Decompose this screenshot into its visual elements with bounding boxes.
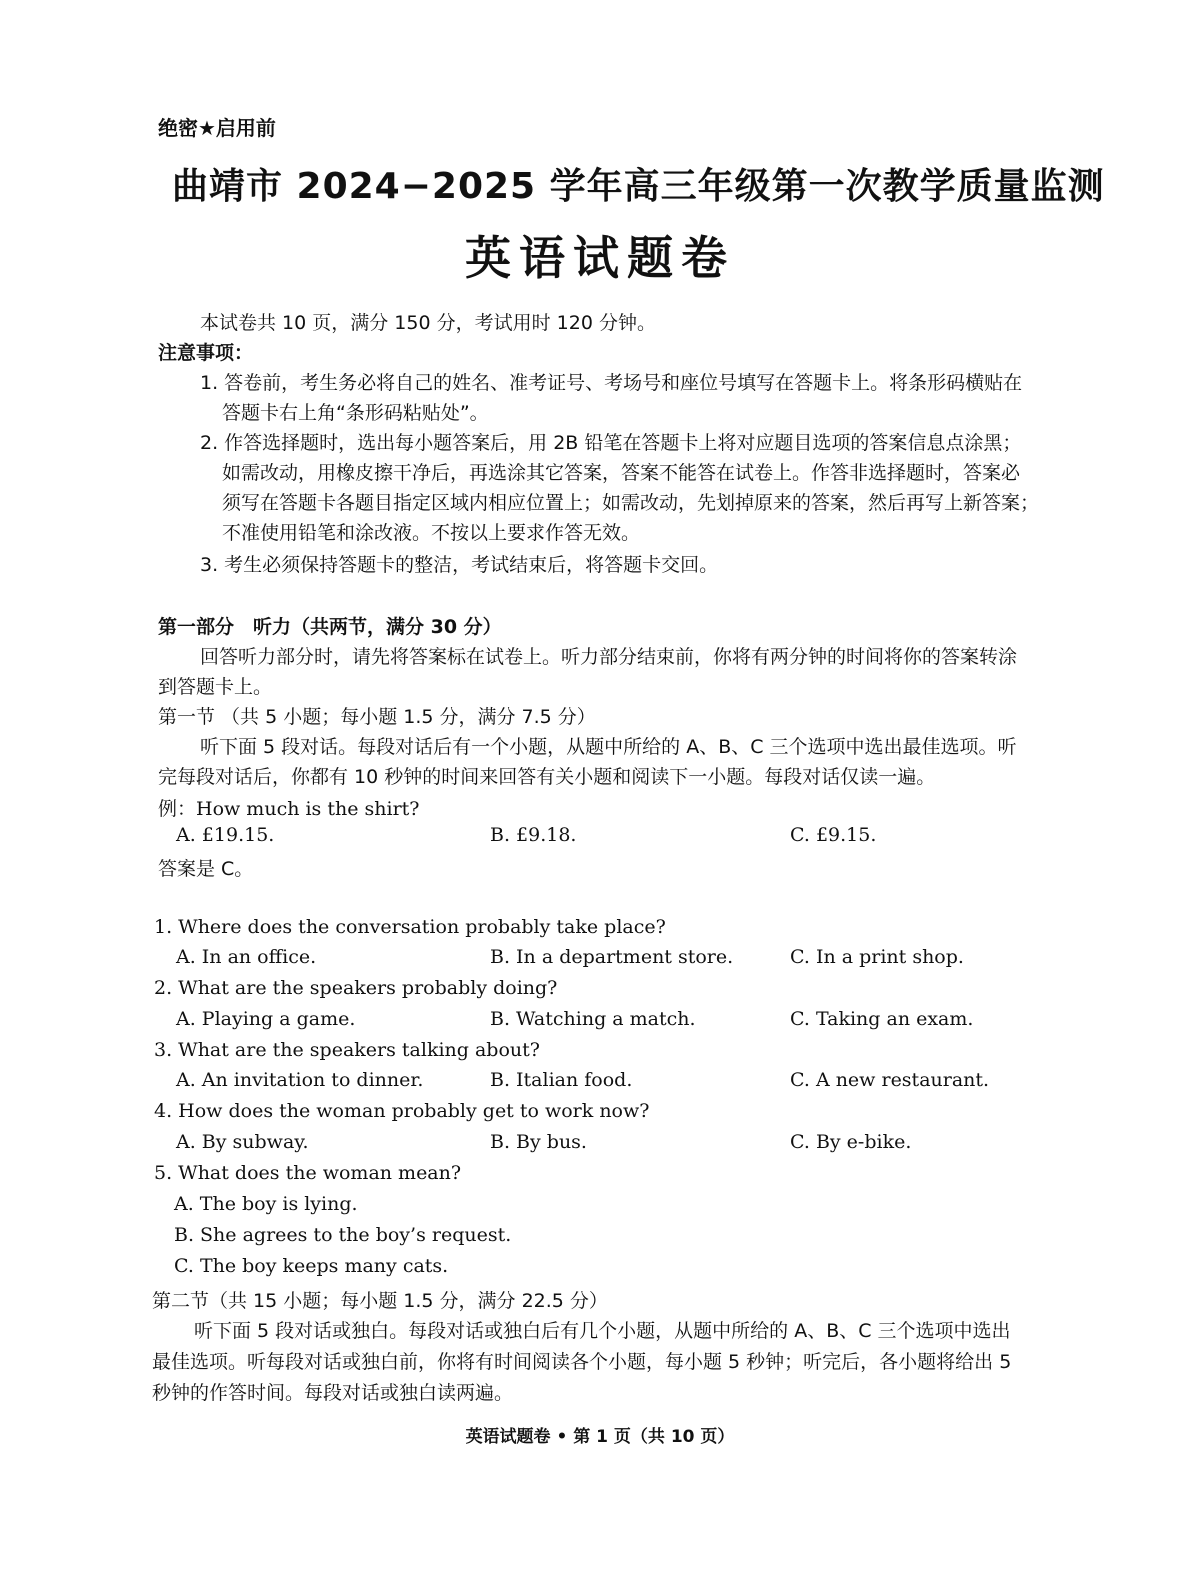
part1-desc: 回答听力部分时，请先将答案标在试卷上。听力部分结束前，你将有两分钟的时间将你的答案转涂 <box>200 646 1018 668</box>
question-4: 4. How does the woman probably get to work now? <box>154 1100 650 1122</box>
q4-option-b: B. By bus. <box>490 1131 587 1153</box>
notes-line: 须写在答题卡各题目指定区域内相应位置上；如需改动，先划掉原来的答案，然后再写上新答案； <box>222 492 1040 514</box>
question-2: 2. What are the speakers probably doing? <box>154 977 558 999</box>
notes-line: 1. 答卷前，考生务必将自己的姓名、准考证号、考场号和座位号填写在答题卡上。将条形码横贴在 <box>200 372 1023 394</box>
q5-option-a: A. The boy is lying. <box>174 1193 358 1215</box>
notes-line: 答题卡右上角“条形码粘贴处”。 <box>222 402 489 424</box>
q5-option-c: C. The boy keeps many cats. <box>174 1255 449 1277</box>
question-1: 1. Where does the conversation probably take place? <box>154 916 666 938</box>
intro-text: 本试卷共 10 页，满分 150 分，考试用时 120 分钟。 <box>200 312 656 334</box>
question-5: 5. What does the woman mean? <box>154 1162 462 1184</box>
notes-line: 3. 考生必须保持答题卡的整洁，考试结束后，将答题卡交回。 <box>200 554 719 576</box>
q5-option-b: B. She agrees to the boy’s request. <box>174 1224 512 1246</box>
q3-option-a: A. An invitation to dinner. <box>176 1069 424 1091</box>
q3-option-b: B. Italian food. <box>490 1069 633 1091</box>
example-answer: 答案是 C。 <box>158 858 254 880</box>
part1-heading: 第一部分 听力（共两节，满分 30 分） <box>158 616 502 638</box>
section1-heading: 第一节 （共 5 小题；每小题 1.5 分，满分 7.5 分） <box>158 706 596 728</box>
paper-subject-title: 英语试题卷 <box>465 231 735 285</box>
section1-desc: 听下面 5 段对话。每段对话后有一个小题，从题中所给的 A、B、C 三个选项中选出最佳选项。听 <box>200 736 1017 758</box>
notes-heading: 注意事项： <box>158 342 254 364</box>
q2-option-a: A. Playing a game. <box>176 1008 356 1030</box>
section1-desc: 完每段对话后，你都有 10 秒钟的时间来回答有关小题和阅读下一小题。每段对话仅读一遍。 <box>158 766 936 788</box>
section2-desc: 最佳选项。听每段对话或独白前，你将有时间阅读各个小题，每小题 5 秒钟；听完后，各小题将给出 5 <box>152 1351 1012 1373</box>
page-footer: 英语试题卷 • 第 1 页（共 10 页） <box>465 1427 735 1447</box>
example-option-a: A. £19.15. <box>176 824 275 846</box>
notes-line: 2. 作答选择题时，选出每小题答案后，用 2B 铅笔在答题卡上将对应题目选项的答案信息点涂黑； <box>200 432 1022 454</box>
q1-option-a: A. In an office. <box>176 946 317 968</box>
q2-option-c: C. Taking an exam. <box>790 1008 974 1030</box>
exam-title: 曲靖市 2024−2025 学年高三年级第一次教学质量监测 <box>172 166 1105 207</box>
example-option-b: B. £9.18. <box>490 824 577 846</box>
q3-option-c: C. A new restaurant. <box>790 1069 990 1091</box>
question-3: 3. What are the speakers talking about? <box>154 1039 540 1061</box>
example-option-c: C. £9.15. <box>790 824 877 846</box>
section2-desc: 听下面 5 段对话或独白。每段对话或独白后有几个小题，从题中所给的 A、B、C 三个选项中选出 <box>194 1320 1011 1342</box>
part1-desc: 到答题卡上。 <box>158 676 273 698</box>
q2-option-b: B. Watching a match. <box>490 1008 696 1030</box>
notes-line: 不准使用铅笔和涂改液。不按以上要求作答无效。 <box>222 522 641 544</box>
q4-option-c: C. By e-bike. <box>790 1131 912 1153</box>
q1-option-c: C. In a print shop. <box>790 946 964 968</box>
q4-option-a: A. By subway. <box>176 1131 309 1153</box>
section2-desc: 秒钟的作答时间。每段对话或独白读两遍。 <box>152 1382 514 1404</box>
confidential-mark: 绝密★启用前 <box>158 116 276 140</box>
notes-line: 如需改动，用橡皮擦干净后，再选涂其它答案，答案不能答在试卷上。作答非选择题时，答案必 <box>222 462 1021 484</box>
example-question: 例：How much is the shirt? <box>158 798 420 820</box>
section2-heading: 第二节（共 15 小题；每小题 1.5 分，满分 22.5 分） <box>152 1290 608 1312</box>
q1-option-b: B. In a department store. <box>490 946 734 968</box>
